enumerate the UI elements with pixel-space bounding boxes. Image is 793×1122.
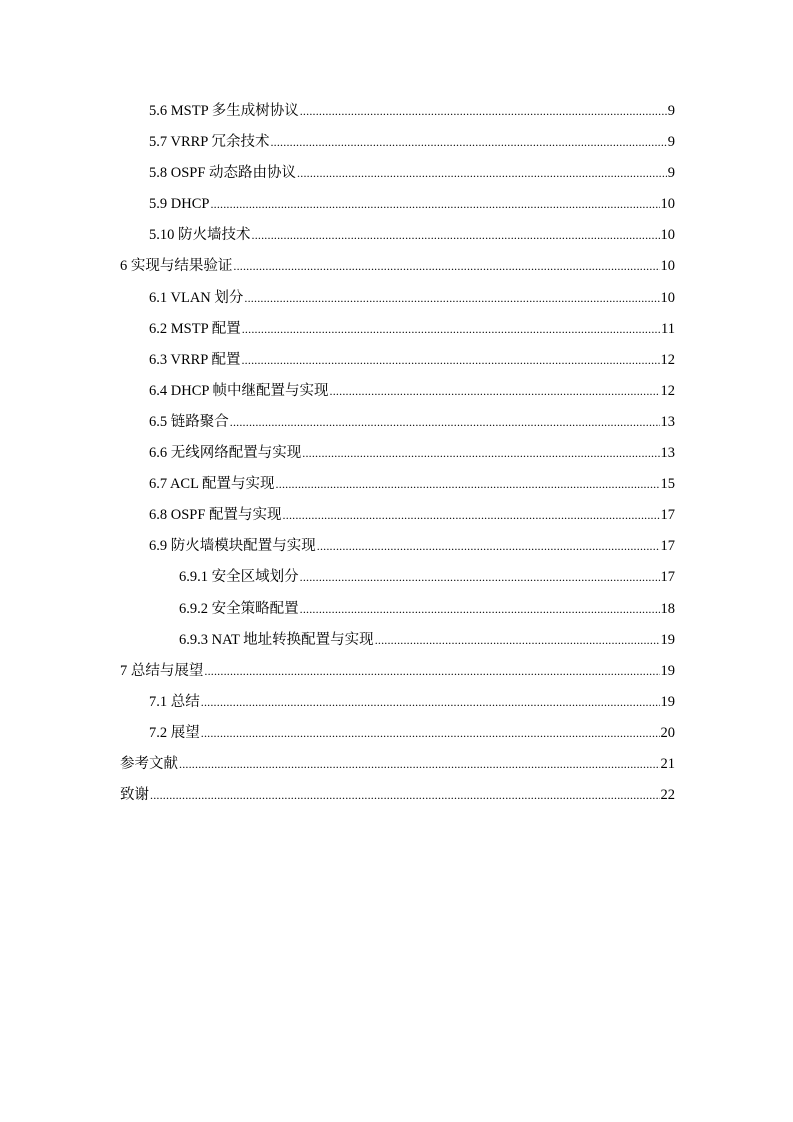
- table-of-contents: [120, 96, 675, 811]
- toc-entry[interactable]: [120, 656, 675, 687]
- toc-dot-leader: [201, 718, 660, 749]
- toc-entry-title: 5.10 防火墙技术: [149, 227, 251, 244]
- toc-entry-title: 6.1 VLAN 划分: [149, 289, 244, 306]
- toc-entry[interactable]: [120, 158, 675, 189]
- toc-dot-leader: [300, 96, 667, 127]
- toc-entry-page: 19: [660, 631, 675, 648]
- toc-dot-leader: [230, 407, 660, 438]
- toc-entry[interactable]: [120, 780, 675, 811]
- toc-dot-leader: [241, 345, 659, 376]
- toc-entry[interactable]: [120, 283, 675, 314]
- toc-dot-leader: [201, 687, 660, 718]
- toc-entry-title: 7.2 展望: [149, 724, 200, 741]
- toc-entry-page: 22: [660, 787, 675, 804]
- toc-entry[interactable]: [120, 687, 675, 718]
- toc-entry-page: 21: [660, 755, 675, 772]
- toc-entry-page: 10: [660, 227, 675, 244]
- toc-entry-title: 7.1 总结: [149, 693, 200, 710]
- toc-dot-leader: [242, 314, 660, 345]
- toc-entry-title: 5.7 VRRP 冗余技术: [149, 134, 270, 151]
- toc-entry-title: 5.9 DHCP: [149, 196, 210, 213]
- toc-entry-title: 6.9.1 安全区域划分: [179, 569, 299, 586]
- toc-entry-title: 6.8 OSPF 配置与实现: [149, 507, 282, 524]
- toc-entry-title: 6.5 链路聚合: [149, 413, 229, 430]
- toc-entry-page: 12: [660, 351, 675, 368]
- toc-entry[interactable]: [120, 220, 675, 251]
- toc-entry[interactable]: [120, 376, 675, 407]
- toc-entry-page: 15: [660, 476, 675, 493]
- toc-entry-title: 5.6 MSTP 多生成树协议: [149, 103, 299, 119]
- toc-dot-leader: [210, 189, 659, 220]
- toc-dot-leader: [276, 469, 660, 500]
- toc-entry[interactable]: [120, 407, 675, 438]
- toc-dot-leader: [244, 283, 659, 314]
- toc-dot-leader: [300, 594, 660, 625]
- toc-entry-page: 10: [660, 289, 675, 306]
- toc-dot-leader: [270, 127, 666, 158]
- toc-entry-page: 17: [660, 538, 675, 555]
- toc-entry[interactable]: [120, 127, 675, 158]
- toc-entry-page: 9: [667, 134, 675, 151]
- toc-entry-page: 11: [661, 320, 675, 337]
- toc-entry-title: 6.3 VRRP 配置: [149, 351, 241, 368]
- toc-entry-title: 6.2 MSTP 配置: [149, 320, 241, 337]
- toc-entry[interactable]: [120, 594, 675, 625]
- toc-entry-page: 12: [660, 382, 675, 399]
- toc-dot-leader: [330, 376, 660, 407]
- toc-dot-leader: [283, 500, 660, 531]
- toc-entry-title: 参考文献: [120, 755, 178, 772]
- toc-entry-page: 10: [660, 258, 675, 275]
- toc-entry[interactable]: [120, 749, 675, 780]
- toc-entry[interactable]: [120, 531, 675, 562]
- toc-entry-page: 13: [660, 413, 675, 430]
- toc-dot-leader: [317, 531, 660, 562]
- toc-dot-leader: [302, 438, 659, 469]
- toc-entry[interactable]: [120, 469, 675, 500]
- toc-entry-title: 6.4 DHCP 帧中继配置与实现: [149, 382, 329, 399]
- toc-entry-page: 13: [660, 445, 675, 462]
- toc-entry[interactable]: [120, 251, 675, 282]
- toc-entry[interactable]: [120, 562, 675, 593]
- toc-entry-page: 18: [660, 600, 675, 617]
- toc-entry-page: 20: [660, 724, 675, 741]
- toc-entry-title: 6.9.3 NAT 地址转换配置与实现: [179, 631, 374, 648]
- toc-entry-title: 6.7 ACL 配置与实现: [149, 476, 275, 493]
- toc-entry-page: 17: [660, 507, 675, 524]
- toc-entry-page: 9: [667, 103, 675, 119]
- toc-entry[interactable]: [120, 345, 675, 376]
- toc-entry-page: 9: [667, 165, 675, 182]
- toc-entry-title: 6 实现与结果验证: [120, 258, 233, 275]
- toc-entry-page: 10: [660, 196, 675, 213]
- toc-entry-title: 7 总结与展望: [120, 662, 204, 679]
- toc-entry-title: 5.8 OSPF 动态路由协议: [149, 165, 297, 182]
- toc-entry-page: 19: [660, 693, 675, 710]
- toc-entry[interactable]: [120, 500, 675, 531]
- toc-entry[interactable]: [120, 625, 675, 656]
- toc-entry[interactable]: [120, 718, 675, 749]
- toc-dot-leader: [297, 158, 667, 189]
- toc-entry-title: 6.9 防火墙模块配置与实现: [149, 538, 316, 555]
- toc-entry[interactable]: [120, 96, 675, 127]
- toc-entry[interactable]: [120, 438, 675, 469]
- toc-entry-title: 6.6 无线网络配置与实现: [149, 445, 302, 462]
- toc-dot-leader: [375, 625, 660, 656]
- toc-dot-leader: [150, 780, 660, 811]
- toc-entry[interactable]: [120, 314, 675, 345]
- toc-entry-page: 17: [660, 569, 675, 586]
- toc-dot-leader: [204, 656, 659, 687]
- toc-dot-leader: [179, 749, 660, 780]
- toc-dot-leader: [300, 562, 660, 593]
- toc-entry-page: 19: [660, 662, 675, 679]
- toc-entry-title: 致谢: [120, 787, 149, 804]
- toc-entry-title: 6.9.2 安全策略配置: [179, 600, 299, 617]
- toc-entry[interactable]: [120, 189, 675, 220]
- toc-dot-leader: [252, 220, 660, 251]
- toc-dot-leader: [233, 251, 659, 282]
